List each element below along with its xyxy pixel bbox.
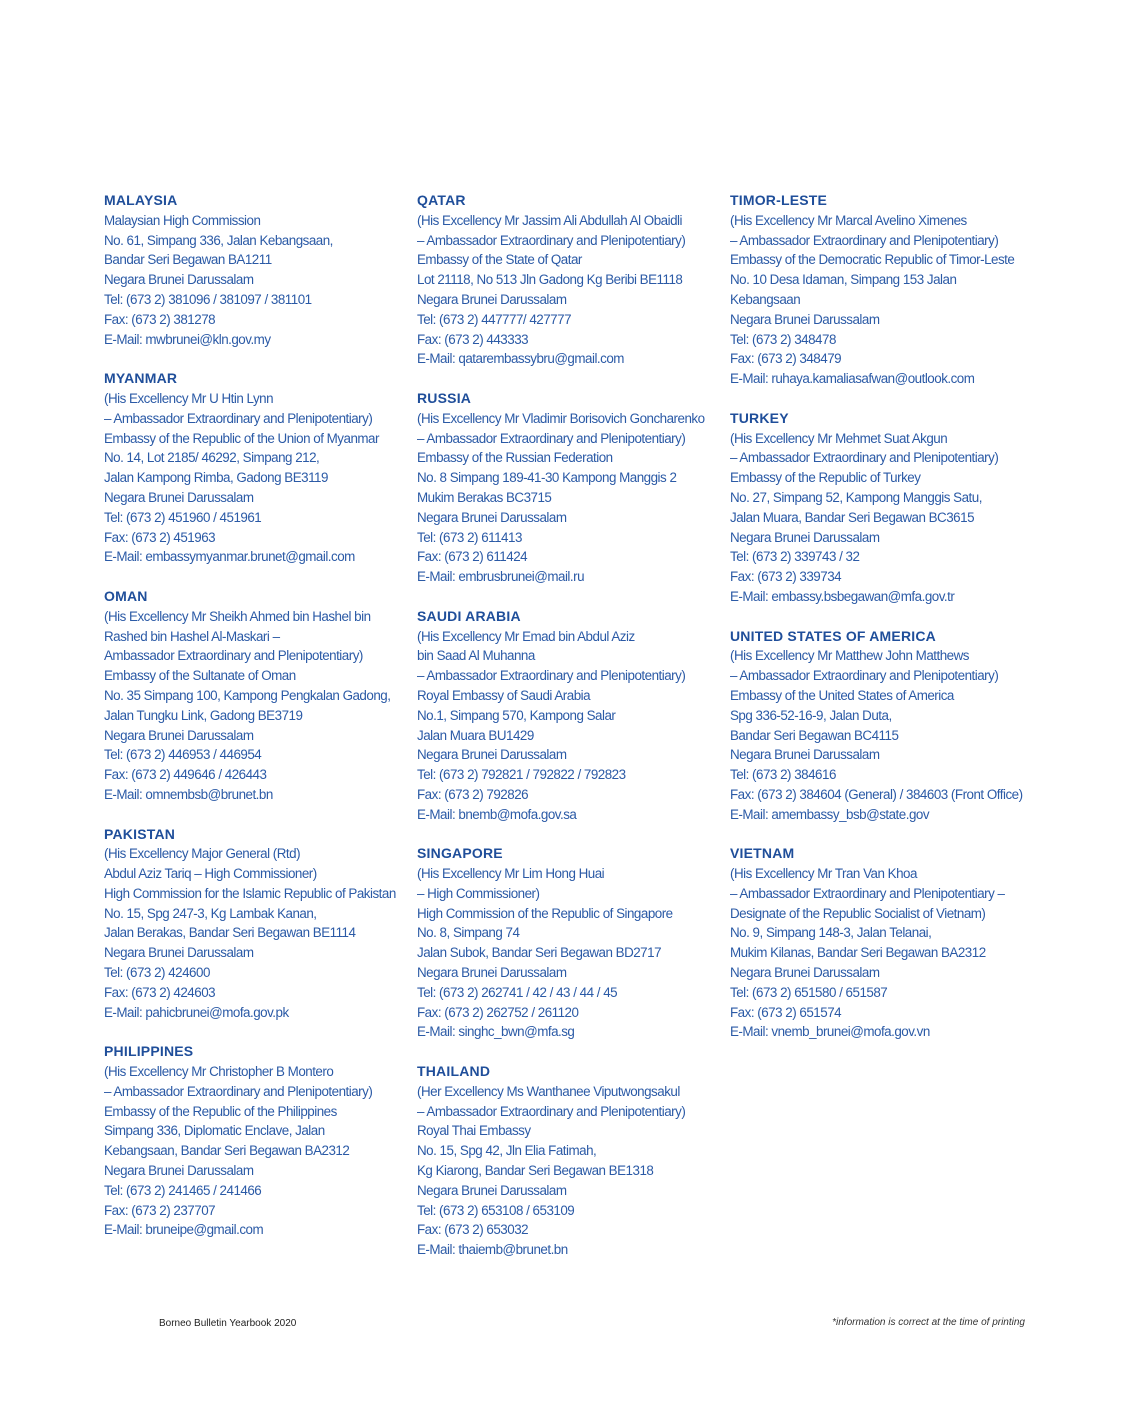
entry-line: Royal Thai Embassy	[417, 1123, 531, 1139]
embassy-entry	[730, 627, 1035, 825]
entry-line: Abdul Aziz Tariq – High Commissioner)	[104, 866, 317, 882]
embassy-entry	[730, 191, 1035, 389]
entry-line: Fax: (673 2) 651574	[730, 1004, 842, 1020]
entry-line: Rashed bin Hashel Al-Maskari –	[104, 628, 280, 644]
embassy-entry	[417, 191, 722, 369]
entry-line: – Ambassador Extraordinary and Plenipotentiary)	[417, 430, 686, 446]
entry-line: Negara Brunei Darussalam	[417, 291, 567, 307]
entry-line: Spg 336-52-16-9, Jalan Duta,	[730, 707, 892, 723]
entry-line: E-Mail: ruhaya.kamaliasafwan@outlook.com	[730, 371, 975, 387]
entry-line: High Commission of the Republic of Singapore	[417, 905, 673, 921]
column-2	[417, 191, 722, 1280]
entry-line: (His Excellency Mr Emad bin Abdul Aziz	[417, 628, 635, 644]
entry-line: (His Excellency Major General (Rtd)	[104, 846, 301, 862]
entry-line: (His Excellency Mr Lim Hong Huai	[417, 866, 605, 882]
entry-line: High Commission for the Islamic Republic of Pakistan	[104, 885, 396, 901]
entry-line: – Ambassador Extraordinary and Plenipotentiary)	[417, 668, 686, 684]
entry-line: Kebangsaan, Bandar Seri Begawan BA2312	[104, 1143, 350, 1159]
entry-line: – Ambassador Extraordinary and Plenipotentiary –	[730, 885, 1005, 901]
entry-line: Tel: (673 2) 241465 / 241466	[104, 1182, 262, 1198]
entry-line: Jalan Subok, Bandar Seri Begawan BD2717	[417, 945, 662, 961]
entry-line: (His Excellency Mr Vladimir Borisovich Goncharenko	[417, 410, 705, 426]
entry-line: E-Mail: embrusbrunei@mail.ru	[417, 569, 585, 585]
entry-line: Negara Brunei Darussalam	[104, 489, 254, 505]
entry-line: Negara Brunei Darussalam	[730, 311, 880, 327]
embassy-entry	[417, 1062, 722, 1260]
entry-line: E-Mail: embassy.bsbegawan@mfa.gov.tr	[730, 588, 955, 604]
entry-line: No. 8, Simpang 74	[417, 925, 520, 941]
entry-line: Bandar Seri Begawan BC4115	[730, 727, 899, 743]
entry-line: Fax: (673 2) 348479	[730, 351, 842, 367]
entry-line: Fax: (673 2) 792826	[417, 786, 529, 802]
entry-line: Negara Brunei Darussalam	[104, 727, 254, 743]
entry-line: (His Excellency Mr Marcal Avelino Ximenes	[730, 212, 967, 228]
entry-line: – Ambassador Extraordinary and Plenipotentiary)	[104, 410, 373, 426]
entry-line: Fax: (673 2) 262752 / 261120	[417, 1004, 579, 1020]
entry-line: – High Commissioner)	[417, 885, 540, 901]
entry-line: Tel: (673 2) 424600	[104, 965, 210, 981]
entry-line: Fax: (673 2) 443333	[417, 331, 529, 347]
entry-line: Fax: (673 2) 451963	[104, 529, 216, 545]
country-heading: MYANMAR	[104, 370, 178, 387]
entry-line: Negara Brunei Darussalam	[730, 529, 880, 545]
entry-line: Tel: (673 2) 262741 / 42 / 43 / 44 / 45	[417, 984, 618, 1000]
entry-line: Negara Brunei Darussalam	[104, 945, 254, 961]
entry-line: Embassy of the Republic of the Philippines	[104, 1103, 337, 1119]
country-heading: TIMOR-LESTE	[730, 192, 828, 208]
entry-line: Tel: (673 2) 451960 / 451961	[104, 509, 262, 525]
embassy-entry	[417, 844, 722, 1042]
entry-line: Negara Brunei Darussalam	[104, 272, 254, 288]
entry-line: Embassy of the State of Qatar	[417, 252, 582, 268]
entry-line: – Ambassador Extraordinary and Plenipotentiary)	[730, 232, 999, 248]
entry-line: (His Excellency Mr Christopher B Montero	[104, 1064, 334, 1080]
embassy-entry	[417, 607, 722, 825]
entry-line: Embassy of the Sultanate of Oman	[104, 668, 296, 684]
entry-line: Royal Embassy of Saudi Arabia	[417, 687, 591, 703]
entry-line: E-Mail: singhc_bwn@mfa.sg	[417, 1024, 575, 1040]
embassy-entry	[417, 389, 722, 587]
entry-line: E-Mail: omnembsb@brunet.bn	[104, 786, 273, 802]
entry-line: E-Mail: embassymyanmar.brunet@gmail.com	[104, 549, 355, 565]
entry-line: Designate of the Republic Socialist of Vietnam)	[730, 905, 986, 921]
entry-line: Embassy of the Republic of the Union of Myanmar	[104, 430, 379, 446]
entry-line: (His Excellency Mr Jassim Ali Abdullah Al Obaidli	[417, 212, 682, 228]
entry-line: Negara Brunei Darussalam	[417, 509, 567, 525]
entry-line: Tel: (673 2) 611413	[417, 529, 522, 545]
entry-line: Negara Brunei Darussalam	[730, 747, 880, 763]
embassy-entry	[104, 1042, 409, 1240]
entry-line: Jalan Muara BU1429	[417, 727, 534, 743]
footer-publication: Borneo Bulletin Yearbook 2020	[159, 1318, 297, 1329]
entry-line: Fax: (673 2) 653032	[417, 1222, 529, 1238]
country-heading: RUSSIA	[417, 389, 472, 406]
entry-line: No. 27, Simpang 52, Kampong Manggis Satu,	[730, 489, 982, 505]
entry-line: – Ambassador Extraordinary and Plenipotentiary)	[104, 1083, 373, 1099]
entry-line: Tel: (673 2) 447777/ 427777	[417, 311, 572, 327]
country-heading: PAKISTAN	[104, 825, 176, 842]
entry-line: Tel: (673 2) 348478	[730, 331, 836, 347]
entry-line: No. 61, Simpang 336, Jalan Kebangsaan,	[104, 232, 333, 248]
column-3	[730, 191, 1035, 1062]
entry-line: Embassy of the Russian Federation	[417, 450, 613, 466]
entry-line: – Ambassador Extraordinary and Plenipotentiary)	[417, 232, 686, 248]
entry-line: No. 15, Spg 247-3, Kg Lambak Kanan,	[104, 905, 317, 921]
entry-line: Tel: (673 2) 381096 / 381097 / 381101	[104, 291, 312, 307]
entry-line: – Ambassador Extraordinary and Plenipotentiary)	[417, 1103, 686, 1119]
entry-line: (Her Excellency Ms Wanthanee Viputwongsakul	[417, 1083, 680, 1099]
entry-line: Jalan Tungku Link, Gadong BE3719	[104, 707, 303, 723]
entry-line: E-Mail: bnemb@mofa.gov.sa	[417, 806, 577, 822]
entry-line: bin Saad Al Muhanna	[417, 648, 535, 664]
country-heading: QATAR	[417, 192, 466, 208]
embassy-entry	[104, 587, 409, 805]
entry-line: Tel: (673 2) 384616	[730, 767, 836, 783]
embassy-entry	[730, 409, 1035, 607]
entry-line: Tel: (673 2) 339743 / 32	[730, 549, 860, 565]
entry-line: Lot 21118, No 513 Jln Gadong Kg Beribi BE1118	[417, 272, 683, 288]
entry-line: Tel: (673 2) 653108 / 653109	[417, 1202, 575, 1218]
entry-line: Jalan Muara, Bandar Seri Begawan BC3615	[730, 509, 975, 525]
entry-line: No. 14, Lot 2185/ 46292, Simpang 212,	[104, 450, 320, 466]
entry-line: No. 15, Spg 42, Jln Elia Fatimah,	[417, 1143, 597, 1159]
column-1	[104, 191, 409, 1260]
embassy-entry	[104, 825, 409, 1023]
entry-line: No. 10 Desa Idaman, Simpang 153 Jalan	[730, 272, 957, 288]
entry-line: (His Excellency Mr Sheikh Ahmed bin Hashel bin	[104, 608, 371, 624]
entry-line: Fax: (673 2) 237707	[104, 1202, 216, 1218]
entry-line: Ambassador Extraordinary and Plenipotentiary)	[104, 648, 363, 664]
embassy-entry	[104, 191, 409, 349]
entry-line: No.1, Simpang 570, Kampong Salar	[417, 707, 616, 723]
embassy-entry	[104, 369, 409, 567]
entry-line: E-Mail: pahicbrunei@mofa.gov.pk	[104, 1004, 289, 1020]
entry-line: Embassy of the Republic of Turkey	[730, 470, 921, 486]
entry-line: Negara Brunei Darussalam	[104, 1163, 254, 1179]
country-heading: SINGAPORE	[417, 845, 503, 862]
entry-line: Mukim Kilanas, Bandar Seri Begawan BA2312	[730, 945, 986, 961]
entry-line: Jalan Kampong Rimba, Gadong BE3119	[104, 470, 328, 486]
entry-line: Tel: (673 2) 792821 / 792822 / 792823	[417, 767, 626, 783]
country-heading: VIETNAM	[730, 845, 795, 862]
entry-line: Fax: (673 2) 339734	[730, 569, 842, 585]
entry-line: Negara Brunei Darussalam	[417, 1182, 567, 1198]
entry-line: Embassy of the Democratic Republic of Timor-Leste	[730, 252, 1015, 268]
entry-line: E-Mail: mwbrunei@kln.gov.my	[104, 331, 271, 347]
entry-line: Malaysian High Commission	[104, 212, 261, 228]
entry-line: No. 9, Simpang 148-3, Jalan Telanai,	[730, 925, 932, 941]
footer-disclaimer: *information is correct at the time of printing	[832, 1317, 1025, 1328]
entry-line: Bandar Seri Begawan BA1211	[104, 252, 272, 268]
entry-line: Fax: (673 2) 424603	[104, 984, 216, 1000]
entry-line: Tel: (673 2) 446953 / 446954	[104, 747, 262, 763]
entry-line: (His Excellency Mr Mehmet Suat Akgun	[730, 430, 948, 446]
embassy-entry	[730, 844, 1035, 1042]
entry-line: Mukim Berakas BC3715	[417, 489, 552, 505]
entry-line: Kebangsaan	[730, 291, 801, 307]
entry-line: (His Excellency Mr Matthew John Matthews	[730, 648, 969, 664]
entry-line: Fax: (673 2) 449646 / 426443	[104, 767, 267, 783]
entry-line: E-Mail: thaiemb@brunet.bn	[417, 1242, 568, 1258]
entry-line: Fax: (673 2) 381278	[104, 311, 216, 327]
entry-line: Tel: (673 2) 651580 / 651587	[730, 984, 888, 1000]
entry-line: Simpang 336, Diplomatic Enclave, Jalan	[104, 1123, 325, 1139]
country-heading: SAUDI ARABIA	[417, 607, 521, 624]
entry-line: E-Mail: qatarembassybru@gmail.com	[417, 351, 624, 367]
entry-line: Jalan Berakas, Bandar Seri Begawan BE1114	[104, 925, 356, 941]
country-heading: TURKEY	[730, 409, 789, 426]
country-heading: MALAYSIA	[104, 192, 178, 208]
entry-line: Negara Brunei Darussalam	[417, 965, 567, 981]
country-heading: THAILAND	[417, 1063, 491, 1080]
country-heading: PHILIPPINES	[104, 1043, 194, 1060]
entry-line: No. 35 Simpang 100, Kampong Pengkalan Gadong,	[104, 687, 391, 703]
entry-line: E-Mail: vnemb_brunei@mofa.gov.vn	[730, 1024, 930, 1040]
entry-line: Negara Brunei Darussalam	[730, 965, 880, 981]
entry-line: Negara Brunei Darussalam	[417, 747, 567, 763]
entry-line: E-Mail: bruneipe@gmail.com	[104, 1222, 264, 1238]
country-heading: UNITED STATES OF AMERICA	[730, 627, 936, 644]
entry-line: Embassy of the United States of America	[730, 687, 954, 703]
entry-line: E-Mail: amembassy_bsb@state.gov	[730, 806, 930, 822]
entry-line: (His Excellency Mr Tran Van Khoa	[730, 866, 917, 882]
entry-line: Kg Kiarong, Bandar Seri Begawan BE1318	[417, 1163, 654, 1179]
entry-line: Fax: (673 2) 611424	[417, 549, 528, 565]
entry-line: – Ambassador Extraordinary and Plenipotentiary)	[730, 450, 999, 466]
entry-line: – Ambassador Extraordinary and Plenipotentiary)	[730, 668, 999, 684]
entry-line: Fax: (673 2) 384604 (General) / 384603 (Front Office)	[730, 786, 1023, 802]
country-heading: OMAN	[104, 587, 148, 604]
entry-line: No. 8 Simpang 189-41-30 Kampong Manggis 2	[417, 470, 677, 486]
entry-line: (His Excellency Mr U Htin Lynn	[104, 390, 274, 406]
